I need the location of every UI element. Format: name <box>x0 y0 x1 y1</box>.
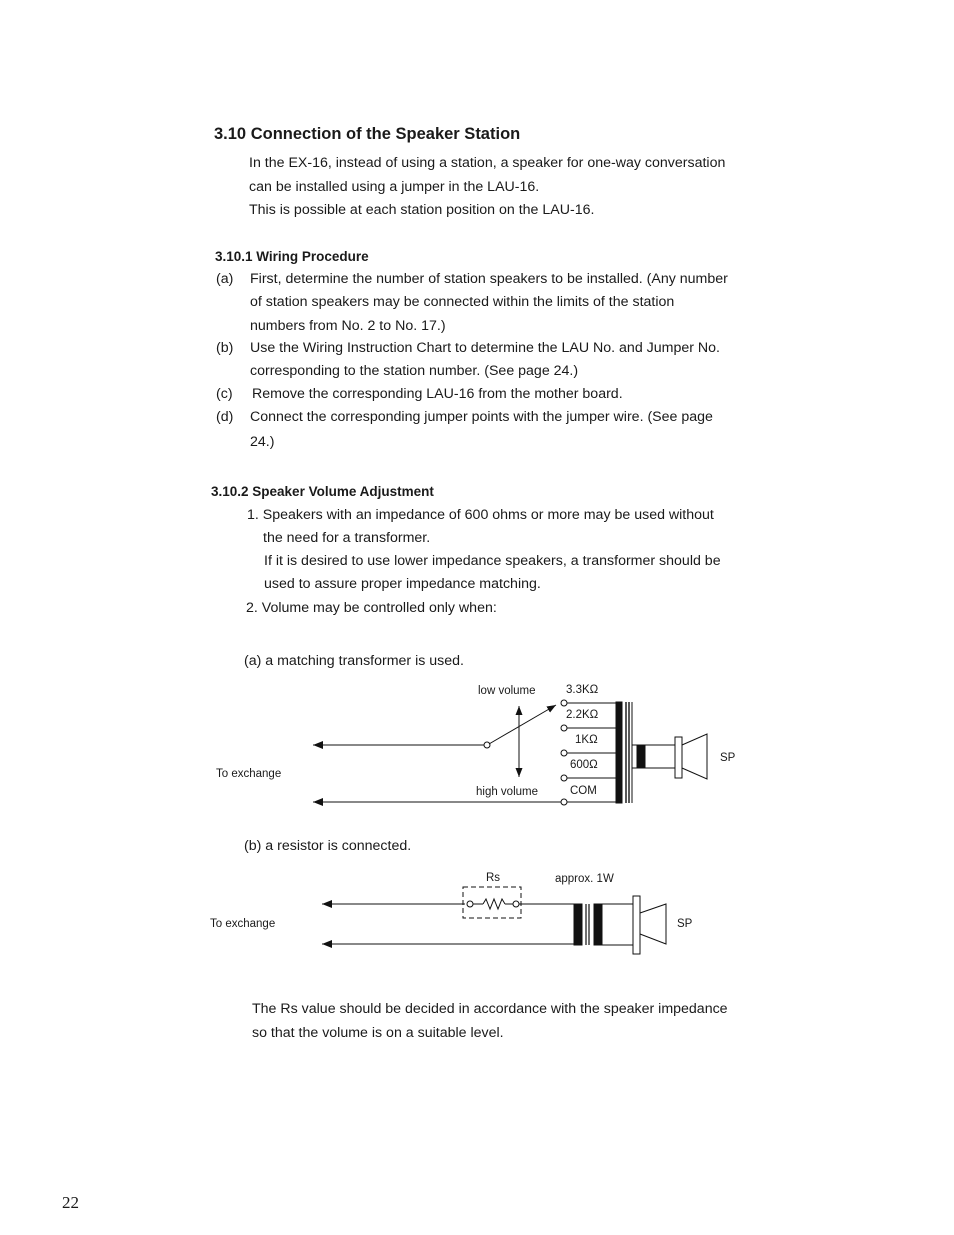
wiper-pivot <box>484 742 490 748</box>
volume-title: 3.10.2 Speaker Volume Adjustment <box>211 484 434 499</box>
step-a-line-1: First, determine the number of station speakers to be installed. (Any number <box>250 271 728 287</box>
volume-item-1: 1. Speakers with an impedance of 600 ohms or more may be used without <box>247 507 714 523</box>
transformer-secondary-b <box>594 904 602 945</box>
wiring-title: 3.10.1 Wiring Procedure <box>215 249 369 264</box>
intro-line-3: This is possible at each station position on the LAU-16. <box>249 202 595 218</box>
to-exchange-a: To exchange <box>216 768 282 780</box>
speaker-cone <box>682 734 707 779</box>
resistor-rs <box>483 899 505 909</box>
diagram-b-caption: (b) a resistor is connected. <box>244 838 412 854</box>
step-a-mark: (a) <box>216 271 234 287</box>
step-c-line-1: Remove the corresponding LAU-16 from the mother board. <box>252 386 623 402</box>
intro-line-1: In the EX-16, instead of using a station, a speaker for one-way conversation <box>249 155 726 171</box>
closing-line-1: The Rs value should be decided in accordance with the speaker impedance <box>252 1001 728 1017</box>
tap-3-3k: 3.3KΩ <box>566 684 599 696</box>
section-title: 3.10 Connection of the Speaker Station <box>214 125 521 143</box>
sp-label-a: SP <box>720 752 736 764</box>
step-a-line-2: of station speakers may be connected within the limits of the station <box>250 294 675 310</box>
tap-terminal <box>561 775 567 781</box>
step-a-line-3: numbers from No. 2 to No. 17.) <box>250 318 446 334</box>
transformer-primary-b <box>574 904 582 945</box>
tap-terminal <box>561 799 567 805</box>
sp-label-b: SP <box>677 918 693 930</box>
page-number: 22 <box>62 1193 79 1212</box>
closing-line-2: so that the volume is on a suitable level. <box>252 1025 504 1041</box>
to-exchange-b: To exchange <box>210 918 276 930</box>
wiper-arrow <box>489 705 556 744</box>
tap-terminal <box>561 725 567 731</box>
tap-terminal <box>561 750 567 756</box>
low-volume-label: low volume <box>478 685 536 697</box>
speaker-magnet <box>645 745 675 768</box>
volume-item-1c: If it is desired to use lower impedance speakers, a transformer should be <box>264 553 721 569</box>
rs-terminal <box>513 901 519 907</box>
volume-item-1b: the need for a transformer. <box>263 530 431 546</box>
diagram-a <box>313 700 707 805</box>
tap-terminal <box>561 700 567 706</box>
volume-item-1d: used to assure proper impedance matching. <box>264 576 541 592</box>
step-c-mark: (c) <box>216 386 233 402</box>
tap-600: 600Ω <box>570 759 598 771</box>
approx-label: approx. 1W <box>555 873 614 885</box>
speaker-frame <box>675 737 682 778</box>
rs-label: Rs <box>486 872 501 884</box>
tap-2-2k: 2.2KΩ <box>566 709 599 721</box>
tap-1k: 1KΩ <box>575 734 598 746</box>
diagram-b <box>322 887 666 954</box>
speaker-frame-b <box>633 896 640 954</box>
volume-item-2: 2. Volume may be controlled only when: <box>246 600 497 616</box>
speaker-magnet-b <box>602 904 633 945</box>
high-volume-label: high volume <box>476 786 539 798</box>
diagram-a-caption: (a) a matching transformer is used. <box>244 653 464 669</box>
step-b-mark: (b) <box>216 340 234 356</box>
rs-terminal <box>467 901 473 907</box>
transformer-primary <box>616 702 622 803</box>
step-d-line-2: 24.) <box>250 434 275 450</box>
intro-line-2: can be installed using a jumper in the LAU-16. <box>249 179 540 195</box>
speaker-body <box>637 745 645 768</box>
speaker-cone-b <box>640 904 666 944</box>
step-d-mark: (d) <box>216 409 234 425</box>
step-b-line-2: corresponding to the station number. (See page 24.) <box>250 363 579 379</box>
step-d-line-1: Connect the corresponding jumper points with the jumper wire. (See page <box>250 409 713 425</box>
step-b-line-1: Use the Wiring Instruction Chart to determine the LAU No. and Jumper No. <box>250 340 720 356</box>
tap-com: COM <box>570 785 597 797</box>
